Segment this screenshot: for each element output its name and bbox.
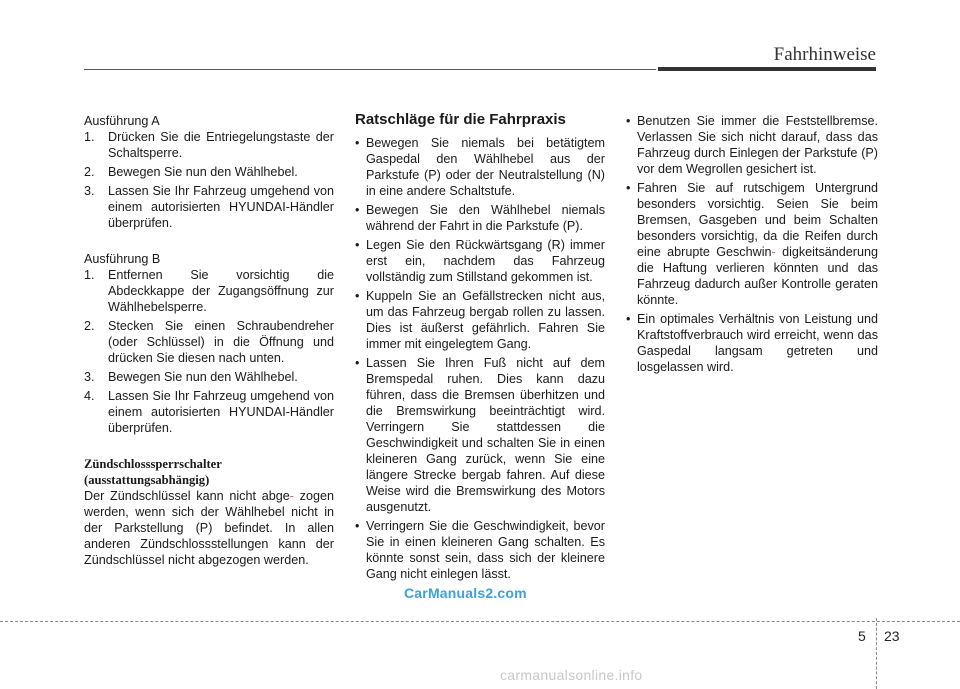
list-item: 2. Stecken Sie einen Schraubendreher (oder Schlüssel) in die Öffnung und drücken Sie diesen nach unten. (84, 319, 334, 365)
section-subheading: Zündschlosssperrschalter (84, 457, 222, 471)
ignition-paragraph: Der Zündschlüssel kann nicht abge- zogen werden, wenn sich der Wählhebel nicht in der Parkstellung (P) befindet. In allen anderen Zündschlossstellungen kann der Zündschlüssel nicht abgezogen werden. (84, 489, 334, 567)
header-rule (84, 69, 656, 70)
list-item: 3. Lassen Sie Ihr Fahrzeug umgehend von einem autorisierten HYUNDAI-Händler überprüfen. (84, 184, 334, 230)
site-watermark: carmanualsonline.info (500, 667, 643, 683)
steps-a-list (84, 129, 334, 231)
page-header-title: Fahrhinweise (773, 44, 876, 65)
page-number-divider (876, 618, 877, 689)
header-rule-bold (658, 67, 876, 71)
list-item: • Legen Sie den Rückwärtsgang (R) immer erst ein, nachdem das Fahrzeug vollständig zum Stillstand gekommen ist. (355, 237, 605, 285)
page-number: 23 (884, 628, 900, 644)
list-item: • Bewegen Sie niemals bei betätigtem Gaspedal den Wählhebel aus der Parkstufe (P) oder der Neutralstellung (N) in eine andere Schaltstufe. (355, 135, 605, 199)
list-item: • Ein optimales Verhältnis von Leistung und Kraftstoffverbrauch wird erreicht, wenn das Gaspedal langsam getreten und losgelassen wird. (626, 311, 878, 375)
column-right (626, 113, 878, 378)
variant-a-label: Ausführung A (84, 114, 160, 128)
list-item: 4. Lassen Sie Ihr Fahrzeug umgehend von einem autorisierten HYUNDAI-Händler überprüfen. (84, 389, 334, 435)
section-heading: Ratschläge für die Fahrpraxis (355, 111, 566, 128)
steps-b-list (84, 267, 334, 436)
section-subheading-note: (ausstattungsabhängig) (84, 473, 210, 487)
chapter-number: 5 (858, 628, 866, 644)
column-middle (355, 111, 605, 585)
tips-list-continued (626, 113, 878, 375)
list-item: • Lassen Sie Ihren Fuß nicht auf dem Bremspedal ruhen. Dies kann dazu führen, dass die Bremsen überhitzen und die Bremswirkung beeinträchtigt wird. Verringern Sie stattdessen die Geschwindigkeit und schalten Sie in einen kleineren Gang zurück, wenn Sie eine längere Strecke bergab fahren. Auf diese Weise wird die Bremswirkung des Motors ausgenutzt. (355, 355, 605, 515)
variant-b-label: Ausführung B (84, 252, 161, 266)
list-item: • Fahren Sie auf rutschigem Untergrund besonders vorsichtig. Seien Sie beim Bremsen, Gasgeben und beim Schalten besonders vorsichtig, da die Reifen durch eine abrupte Geschwin- digkeitsänderung die Haftung verlieren könnten und das Fahrzeug dadurch außer Kontrolle geraten könnte. (626, 180, 878, 308)
list-item: 2. Bewegen Sie nun den Wählhebel. (84, 165, 298, 179)
watermark-link[interactable]: CarManuals2.com (404, 585, 527, 601)
list-item: • Benutzen Sie immer die Feststellbremse. Verlassen Sie sich nicht darauf, dass das Fahrzeug durch Einlegen der Parkstufe (P) vor dem Wegrollen gesichert ist. (626, 113, 878, 177)
column-left (84, 113, 334, 568)
list-item: • Kuppeln Sie an Gefällstrecken nicht aus, um das Fahrzeug bergab rollen zu lassen. Dies ist äußerst gefährlich. Fahren Sie immer mit eingelegtem Gang. (355, 288, 605, 352)
list-item: • Bewegen Sie den Wählhebel niemals während der Fahrt in die Parkstufe (P). (355, 202, 605, 234)
list-item: 1. Drücken Sie die Entriegelungstaste der Schaltsperre. (84, 130, 334, 160)
list-item: • Verringern Sie die Geschwindigkeit, bevor Sie in einen kleineren Gang schalten. Es könnte sonst sein, dass sich der kleinere Gang nicht einlegen lässt. (355, 518, 605, 582)
footer-rule (0, 621, 960, 622)
list-item: 3. Bewegen Sie nun den Wählhebel. (84, 370, 298, 384)
list-item: 1. Entfernen Sie vorsichtig die Abdeckkappe der Zugangsöffnung zur Wählhebelsperre. (84, 268, 334, 314)
tips-list (355, 135, 605, 582)
